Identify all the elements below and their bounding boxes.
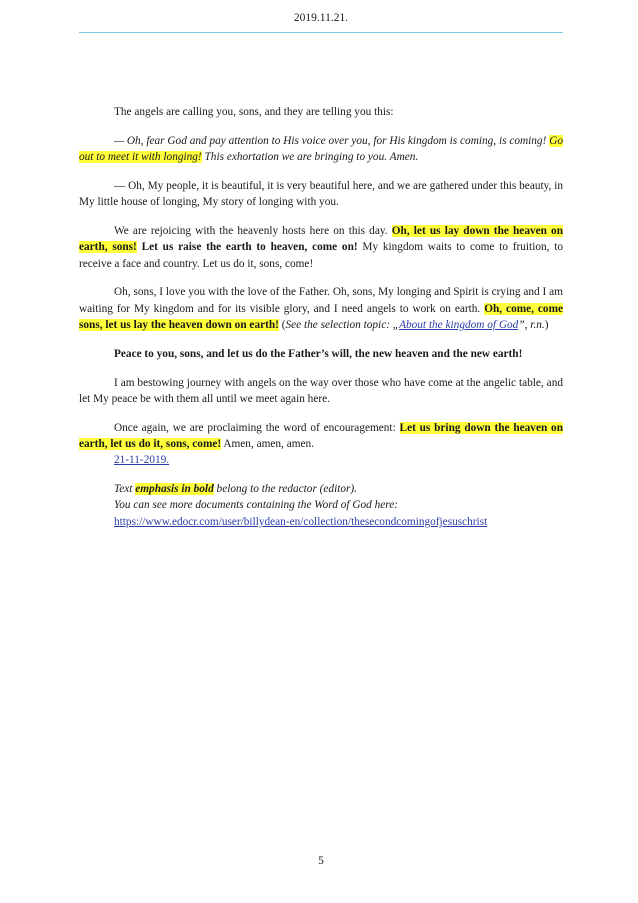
- bold-paragraph: Peace to you, sons, and let us do the Father’s will, the new heaven and the new earth!: [114, 347, 523, 360]
- paragraph-4: [79, 223, 563, 272]
- highlighted-exhortation: Go out to meet it with longing!: [79, 134, 563, 164]
- page-header-date: 2019.11.21.: [293, 12, 349, 24]
- paragraph-8-end: Amen, amen, amen.: [221, 437, 314, 450]
- paragraph-3: — Oh, My people, it is beautiful, it is very beautiful here, and we are gathered under this beauty, in My little house of longing, My story of longing with you.: [79, 179, 563, 209]
- paragraph-5: Oh, sons, I love you with the love of the Father. Oh, sons, My longing and Spirit is crying and I am waiting for My kingdom and for its visible glory, and I need angels to work on earth. Oh, come, come sons, let us lay the heaven down on earth! (See the selection topic: „About the kingdom of God”, r.n.): [79, 286, 564, 331]
- page-number: 5: [318, 855, 324, 867]
- highlighted-bold-phrase: Oh, come, come sons, let us lay the heaven down on earth!: [79, 302, 564, 331]
- paragraph-5-text: Oh, sons, I love you with the love of the Father. Oh, sons, My longing and Spirit is crying and I am waiting for My kingdom and for its visible glory, and I need angels to work on earth.: [79, 286, 563, 315]
- url-line: [79, 514, 563, 530]
- paragraph-7: I am bestowing journey with angels on the way over those who have come at the angelic table, and let My peace be with them all until we meet again here.: [79, 376, 563, 405]
- paragraph-8: [79, 420, 563, 453]
- selection-topic-end: ”, r.n.: [518, 318, 545, 331]
- paragraph-6: [79, 346, 563, 362]
- paragraph-2-end: This exhortation we are bringing to you. Amen.: [201, 151, 419, 164]
- paragraph-4-end: My kingdom waits to come to fruition, to receive a face and country. Let us do it, sons, come!: [79, 241, 564, 270]
- collection-url-link[interactable]: https://www.edocr.com/user/billydean-en/collection/thesecondcomingofjesuschrist: [114, 515, 488, 528]
- topic-link[interactable]: About the kingdom of God: [399, 318, 519, 331]
- highlighted-bold-phrase: Oh, let us lay down the heaven on earth, sons!: [79, 224, 563, 254]
- date-link[interactable]: 21-11-2019.: [114, 454, 170, 467]
- editor-note-text: Text: [114, 483, 136, 496]
- paragraph-4-text: We are rejoicing with the heavenly hosts here on this day.: [114, 224, 392, 237]
- more-documents-text: You can see more documents containing the Word of God here:: [114, 499, 399, 512]
- editor-note: [79, 481, 563, 497]
- selection-topic-label: See the selection topic: „: [285, 318, 400, 331]
- paragraph-1: The angels are calling you, sons, and they are telling you this:: [114, 106, 394, 118]
- date-line: [79, 452, 563, 468]
- paragraph-2-text: — Oh, fear God and pay attention to His voice over you, for His kingdom is coming, is coming!: [114, 134, 550, 147]
- header-divider: [79, 32, 563, 33]
- highlighted-bold-phrase: Let us bring down the heaven on earth, let us do it, sons, come!: [79, 421, 563, 450]
- document-body: [79, 104, 563, 542]
- emphasis-sample: emphasis in bold: [135, 483, 214, 496]
- editor-note-end: belong to the redactor (editor).: [213, 483, 357, 496]
- more-documents-note: [79, 497, 563, 513]
- paragraph-8-text: Once again, we are proclaiming the word of encouragement:: [114, 421, 400, 434]
- bold-phrase: Let us raise the earth to heaven, come on!: [141, 241, 358, 254]
- paragraph-2: [79, 133, 563, 166]
